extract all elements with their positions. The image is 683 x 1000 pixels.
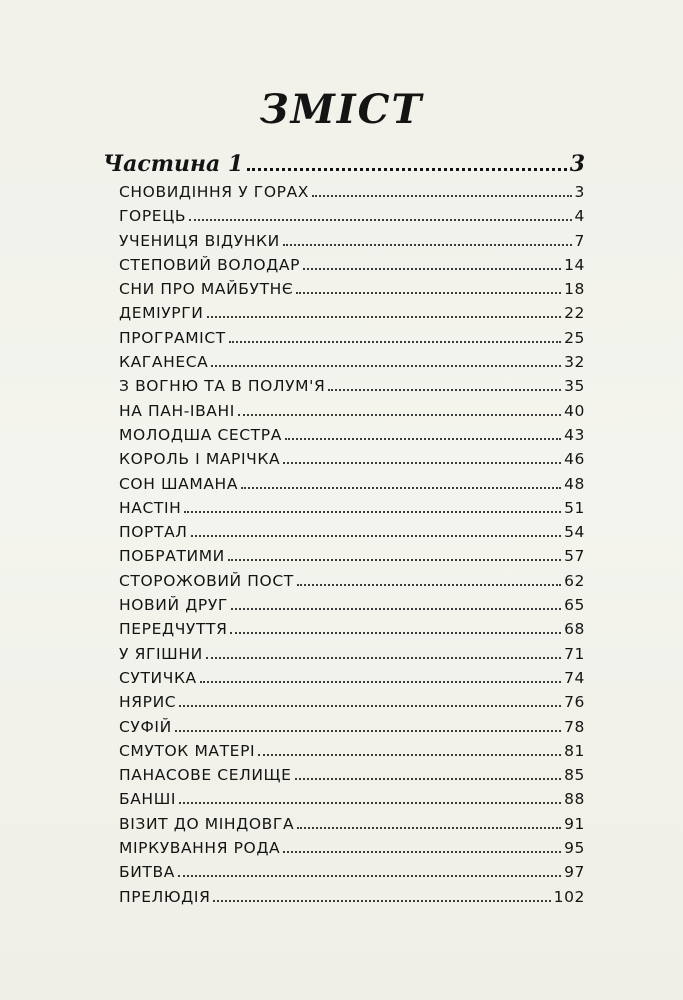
toc-entry	[119, 815, 585, 839]
chapter-page-number: 4	[574, 207, 585, 226]
dot-leader	[285, 438, 561, 440]
chapter-title: СУТИЧКА	[119, 668, 197, 687]
toc-entry	[119, 596, 585, 620]
toc-entry	[119, 304, 585, 328]
chapter-page-number: 3	[574, 183, 585, 201]
toc-entries	[103, 183, 585, 912]
toc-entry	[119, 839, 585, 863]
chapter-page-number: 14	[564, 255, 585, 274]
toc-entry	[119, 329, 585, 353]
chapter-page-number: 46	[564, 450, 585, 469]
part-page-number: 3	[569, 151, 585, 177]
chapter-title: СНИ ПРО МАЙБУТНЄ	[119, 280, 294, 299]
toc-title: ЗМІСТ	[259, 86, 424, 133]
chapter-title: У ЯГІШНИ	[119, 644, 203, 663]
chapter-page-number: 68	[564, 620, 585, 639]
chapter-page-number: 95	[564, 839, 585, 858]
chapter-title: СОН ШАМАНА	[119, 474, 239, 493]
dot-leader	[228, 559, 561, 561]
toc-entry	[119, 232, 585, 256]
dot-leader	[207, 316, 562, 318]
dot-leader	[283, 851, 561, 853]
chapter-title: ВІЗИТ ДО МІНДОВГА	[119, 814, 295, 833]
chapter-page-number: 81	[564, 741, 585, 760]
dot-leader	[178, 875, 561, 877]
chapter-page-number: 18	[564, 280, 585, 299]
toc-entry	[119, 766, 585, 790]
dot-leader	[200, 681, 561, 683]
chapter-title: СУФІЙ	[119, 717, 172, 736]
chapter-title: НЯРИС	[119, 693, 177, 712]
chapter-title: НОВИЙ ДРУГ	[119, 596, 228, 615]
chapter-title: БАНШІ	[119, 790, 177, 809]
chapter-page-number: 22	[564, 304, 585, 323]
chapter-page-number: 40	[564, 401, 585, 420]
chapter-page-number: 97	[564, 863, 585, 882]
chapter-page-number: 48	[564, 474, 585, 493]
dot-leader	[328, 389, 561, 391]
dot-leader	[231, 608, 561, 610]
table-of-contents	[103, 151, 585, 912]
chapter-title: СНОВИДІННЯ У ГОРАХ	[119, 183, 309, 201]
chapter-page-number: 35	[564, 377, 585, 396]
toc-entry	[119, 547, 585, 571]
chapter-title: БИТВА	[119, 863, 175, 882]
chapter-title: ПОБРАТИМИ	[119, 547, 225, 566]
dot-leader	[175, 730, 561, 732]
chapter-title: КАГАНЕСА	[119, 353, 209, 372]
chapter-page-number: 51	[564, 498, 585, 517]
toc-entry	[119, 353, 585, 377]
chapter-title: ПРЕЛЮДІЯ	[119, 887, 211, 906]
chapter-title: КОРОЛЬ І МАРІЧКА	[119, 450, 281, 469]
dot-leader	[295, 778, 562, 780]
dot-leader	[296, 292, 561, 294]
toc-part-heading	[103, 151, 585, 183]
dot-leader	[179, 802, 561, 804]
chapter-page-number: 85	[564, 766, 585, 785]
chapter-page-number: 32	[564, 353, 585, 372]
chapter-title: З ВОГНЮ ТА В ПОЛУМ'Я	[119, 377, 326, 396]
chapter-page-number: 78	[564, 717, 585, 736]
toc-entry	[119, 669, 585, 693]
chapter-page-number: 76	[564, 693, 585, 712]
toc-entry	[119, 499, 585, 523]
chapter-title: ГОРЕЦЬ	[119, 207, 187, 226]
toc-entry	[119, 377, 585, 401]
chapter-page-number: 43	[564, 425, 585, 444]
dot-leader	[191, 535, 562, 537]
dot-leader	[229, 341, 561, 343]
dot-leader	[297, 584, 561, 586]
chapter-title: СМУТОК МАТЕРІ	[119, 741, 256, 760]
chapter-title: НАСТІН	[119, 498, 182, 517]
chapter-title: ПЕРЕДЧУТТЯ	[119, 620, 228, 639]
dot-leader	[247, 168, 566, 171]
dot-leader	[312, 195, 572, 197]
toc-entry	[119, 742, 585, 766]
dot-leader	[213, 900, 550, 902]
chapter-title: ПРОГРАМІСТ	[119, 328, 226, 347]
toc-entry	[119, 450, 585, 474]
chapter-title: СТОРОЖОВИЙ ПОСТ	[119, 571, 294, 590]
chapter-page-number: 62	[564, 571, 585, 590]
dot-leader	[211, 365, 561, 367]
chapter-title: МОЛОДША СЕСТРА	[119, 425, 282, 444]
dot-leader	[206, 657, 561, 659]
toc-entry	[119, 475, 585, 499]
dot-leader	[283, 244, 572, 246]
toc-entry	[119, 183, 585, 207]
chapter-page-number: 54	[564, 523, 585, 542]
chapter-page-number: 74	[564, 668, 585, 687]
chapter-page-number: 88	[564, 790, 585, 809]
chapter-page-number: 91	[564, 814, 585, 833]
dot-leader	[297, 827, 561, 829]
chapter-title: ДЕМІУРГИ	[119, 304, 204, 323]
dot-leader	[189, 219, 571, 221]
toc-entry	[119, 426, 585, 450]
toc-entry	[119, 402, 585, 426]
toc-entry	[119, 693, 585, 717]
chapter-page-number: 7	[574, 231, 585, 250]
dot-leader	[179, 705, 561, 707]
chapter-page-number: 25	[564, 328, 585, 347]
toc-entry	[119, 863, 585, 887]
toc-entry	[119, 888, 585, 912]
dot-leader	[258, 754, 561, 756]
toc-entry	[119, 572, 585, 596]
chapter-title: НА ПАН-ІВАНІ	[119, 401, 235, 420]
chapter-title: СТЕПОВИЙ ВОЛОДАР	[119, 255, 301, 274]
toc-entry	[119, 207, 585, 231]
dot-leader	[241, 487, 561, 489]
chapter-title: ПОРТАЛ	[119, 523, 188, 542]
toc-entry	[119, 645, 585, 669]
part-label: Частина 1	[103, 151, 244, 177]
dot-leader	[230, 632, 561, 634]
toc-entry	[119, 256, 585, 280]
dot-leader	[238, 414, 561, 416]
toc-entry	[119, 790, 585, 814]
toc-entry	[119, 280, 585, 304]
dot-leader	[303, 268, 561, 270]
chapter-page-number: 71	[564, 644, 585, 663]
chapter-page-number: 65	[564, 596, 585, 615]
chapter-page-number: 57	[564, 547, 585, 566]
toc-entry	[119, 718, 585, 742]
chapter-page-number: 102	[553, 887, 585, 906]
dot-leader	[283, 462, 561, 464]
chapter-title: ПАНАСОВЕ СЕЛИЩЕ	[119, 766, 292, 785]
toc-entry	[119, 523, 585, 547]
dot-leader	[184, 511, 561, 513]
toc-entry	[119, 620, 585, 644]
chapter-title: МІРКУВАННЯ РОДА	[119, 839, 281, 858]
chapter-title: УЧЕНИЦЯ ВІДУНКИ	[119, 231, 280, 250]
